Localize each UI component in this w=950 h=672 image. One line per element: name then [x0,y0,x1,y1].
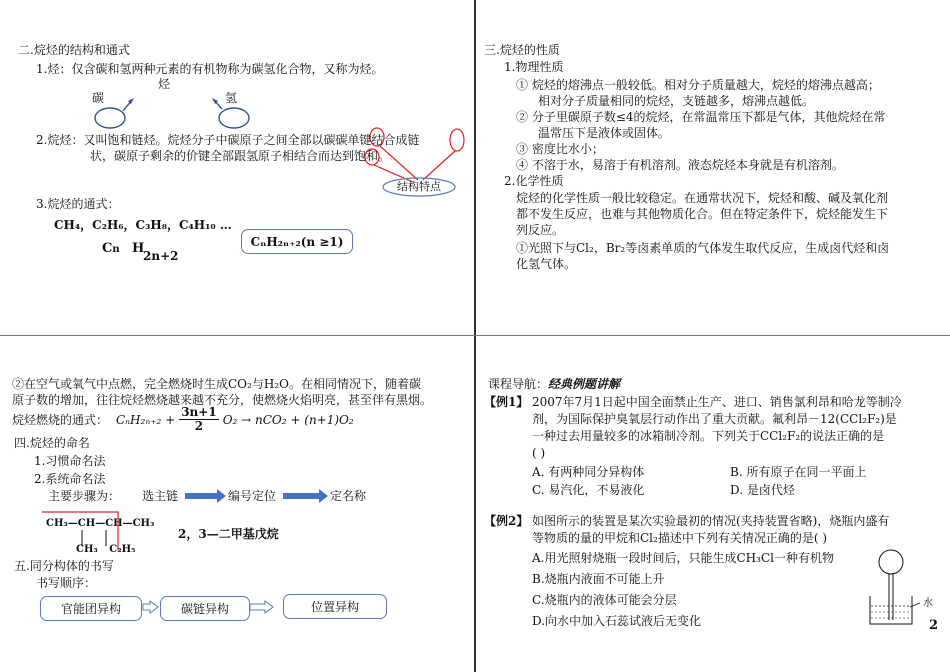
general-formula-h: H [132,241,145,256]
label-carbon: 碳 [92,91,105,105]
slide-examples [476,336,950,672]
section-heading: 二.烷烃的结构和通式 [18,43,130,57]
slide-alkane-structure [0,0,474,335]
isomer-functional-group: 官能团异构 [40,596,142,621]
naming-systematic: 2.系统命名法 [34,472,106,486]
example2-option-a: A.用光照射烧瓶一段时间后，只能生成CH₃Cl一种有机物 [532,551,834,565]
physical-item-3: ③ 密度比水小； [516,142,604,156]
chemical-text-line3: 列反应。 [516,223,565,237]
slide-alkane-properties [476,0,950,335]
item-hydrocarbon: 1.烃：仅含碳和氢两种元素的有机物称为碳氢化合物，又称为烃。 [36,62,384,76]
item-alkane-line1: 2.烷烃：又叫饱和链烃。烷烃分子中碳原子之间全部以碳碳单键结合成链 [36,133,420,147]
general-formula-c: Cn [102,241,120,256]
carbon-hydrogen-diagram [0,0,474,335]
example1-option-c: C. 易汽化，不易液化 [532,483,645,497]
example1-option-b: B. 所有原子在同一平面上 [730,465,867,479]
item-alkane-line2: 状，碳原子剩余的价键全部跟氢原子相结合而达到饱和。 [90,149,391,163]
chemical-substitution-line2: 化氢气体。 [516,257,577,271]
label-structure-feature: 结构特点 [397,180,441,193]
label-hydrocarbon: 烃 [158,77,171,91]
structure-name: 2，3—二甲基戊烷 [178,527,279,541]
example2-line1: 如图所示的装置是某次实验最初的情况(夹持装置省略)，烧瓶内盛有 [532,514,890,528]
example1-line1: 2007年7月1日起中国全面禁止生产、进口、销售氯利昂和哈龙等制冷 [532,395,902,409]
chemical-substitution-line1: ①光照下与Cl₂，Br₂等卤素单质的气体发生取代反应，生成卤代烃和卤 [516,241,890,255]
physical-item-2-line1: ② 分子里碳原子数≤4的烷烃，在常温常压下都是气体，其他烷烃在常 [516,110,886,124]
section-heading: 三.烷烃的性质 [484,43,560,57]
steps-label: 主要步骤为： [48,489,121,503]
naming-heading: 四.烷烃的命名 [14,436,90,450]
example1-line3: 一种过去用量较多的冰箱制冷剂。下列关于CCl₂F₂的说法正确的是 [532,429,885,443]
example1-blank: ( ) [532,446,546,460]
step-select-main-chain: 选主链 [142,489,179,503]
example2-tag: 【例2】 [484,514,529,528]
physical-item-2-line2: 温常压下是液体或固体。 [538,126,671,140]
chemical-text-line1: 烷烃的化学性质一般比较稳定。在通常状况下，烷烃和酸、碱及氧化剂 [516,191,889,205]
combustion-equation: CₙH₂ₙ₊₂ + $\frac{3n+1}{2}$ O₂ → nCO₂ + (n+1)O₂ [116,405,354,433]
isomer-heading: 五.同分构体的书写 [14,559,114,573]
physical-properties-heading: 1.物理性质 [504,60,564,74]
combustion-line2: 原子数的增加，往往烷烃燃烧越来越不充分，使燃烧火焰明亮，甚至伴有黑烟。 [12,393,433,407]
physical-item-1-line2: 相对分子质量相同的烷烃，支链越多，熔沸点越低。 [538,94,815,108]
example2-option-c: C.烧瓶内的液体可能会分层 [532,593,677,607]
combustion-equation-label: 烷烃燃烧的通式： [12,413,109,427]
example1-option-d: D. 是卤代烃 [730,483,795,497]
step-naming: 定名称 [330,489,367,503]
isomer-position: 位置异构 [283,594,387,619]
example2-option-d: D.向水中加入石蕊试液后无变化 [532,614,702,628]
structure-substituents: CH₃ C₂H₅ [76,544,136,555]
flask-apparatus-diagram [868,546,930,626]
isomer-order-label: 书写顺序： [36,576,97,590]
isomer-carbon-chain: 碳链异构 [160,596,250,621]
page-number: 2 [929,618,939,633]
nav-label: 课程导航：经典例题讲解 [488,377,621,391]
physical-item-4: ④ 不溶于水，易溶于有机溶剂。液态烷烃本身就是有机溶剂。 [516,158,844,172]
item-general-formula: 3.烷烃的通式： [36,197,120,211]
example2-line2: 等物质的量的甲烷和Cl₂描述中下列有关情况正确的是( ) [532,531,828,545]
chemical-properties-heading: 2.化学性质 [504,174,564,188]
general-formula-box: CₙH₂ₙ₊₂(n ≥1) [241,229,353,254]
physical-item-1-line1: ① 烷烃的熔沸点一般较低。相对分子质量越大，烷烃的熔沸点越高； [516,78,880,92]
slide-combustion-naming [0,336,474,672]
step-numbering: 编号定位 [228,489,277,503]
water-label: 水 [923,598,933,609]
example1-tag: 【例1】 [484,395,529,409]
general-formula-subscript: 2n+2 [143,249,179,263]
example2-option-b: B.烧瓶内液面不可能上升 [532,572,665,586]
label-hydrogen: 氢 [225,91,238,105]
chemical-text-line2: 都不发生反应，也难与其他物质化合。但在特定条件下，烷烃能发生下 [516,207,889,221]
naming-common: 1.习惯命名法 [34,454,106,468]
structure-main-chain: CH₃—CH—CH—CH₃ [46,518,155,529]
example1-line2: 剂，为国际保护臭氧层行动作出了重大贡献。氟利昂－12(CCl₂F₂)是 [532,412,897,426]
step-arrows [0,336,474,672]
combustion-line1: ②在空气或氧气中点燃，完全燃烧时生成CO₂与H₂O。在相同情况下，随着碳 [12,377,421,391]
alkane-series: CH₄，C₂H₆，C₃H₈，C₄H₁₀ … [54,218,232,232]
example1-option-a: A. 有两种同分异构体 [532,465,645,479]
